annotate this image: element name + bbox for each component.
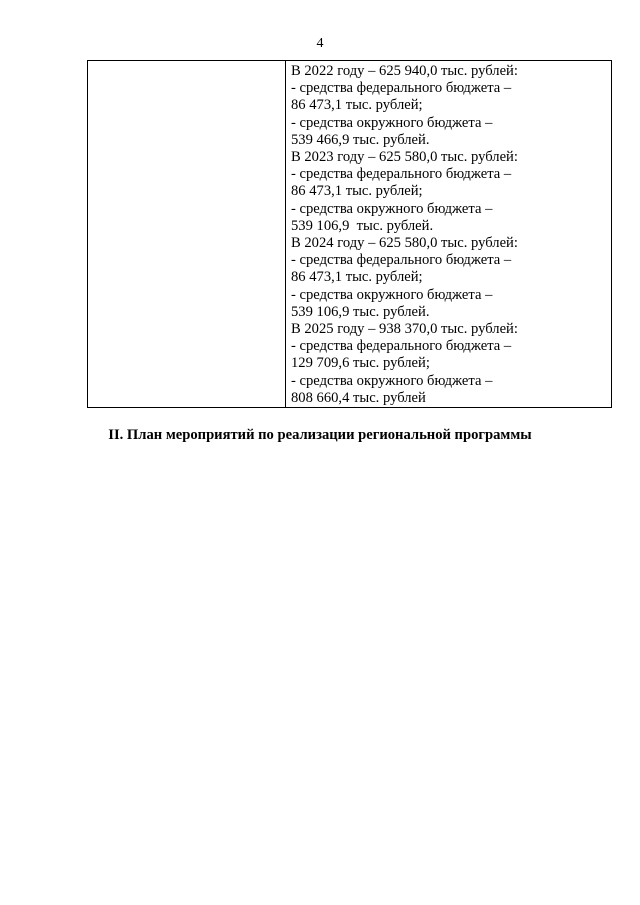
funding-line-2023-total: В 2023 году – 625 580,0 тыс. рублей: xyxy=(291,149,518,166)
funding-line-2022-federal-label: - средства федерального бюджета – xyxy=(291,80,512,97)
table-value-cell xyxy=(286,61,612,408)
funding-line-2022-district-amount: 539 466,9 тыс. рублей. xyxy=(291,131,430,148)
funding-line-2025-total: В 2025 году – 938 370,0 тыс. рублей: xyxy=(291,321,518,338)
funding-line-2023-federal-label: - средства федерального бюджета – xyxy=(291,166,512,183)
funding-line-2022-district-label: - средства окружного бюджета – xyxy=(291,114,493,131)
table-row xyxy=(88,61,612,408)
funding-line-2025-federal-amount: 129 709,6 тыс. рублей; xyxy=(291,355,430,372)
table-label-cell xyxy=(88,61,286,408)
funding-table xyxy=(87,60,612,408)
funding-line-2023-federal-amount: 86 473,1 тыс. рублей; xyxy=(291,183,423,200)
funding-line-2022-federal-amount: 86 473,1 тыс. рублей; xyxy=(291,97,423,114)
page-number: 4 xyxy=(316,36,324,51)
funding-line-2025-federal-label: - средства федерального бюджета – xyxy=(291,338,512,355)
funding-line-2024-district-amount: 539 106,9 тыс. рублей. xyxy=(291,303,430,320)
funding-line-2023-district-amount: 539 106,9 тыс. рублей. xyxy=(291,217,434,234)
funding-line-2023-district-label: - средства окружного бюджета – xyxy=(291,200,493,217)
funding-line-2025-district-label: - средства окружного бюджета – xyxy=(291,372,493,389)
section-heading: II. План мероприятий по реализации региональной программы xyxy=(108,427,532,443)
funding-line-2025-district-amount: 808 660,4 тыс. рублей xyxy=(291,389,426,406)
funding-line-2024-federal-amount: 86 473,1 тыс. рублей; xyxy=(291,269,423,286)
funding-line-2024-total: В 2024 году – 625 580,0 тыс. рублей: xyxy=(291,235,518,252)
funding-line-2024-federal-label: - средства федерального бюджета – xyxy=(291,252,512,269)
funding-line-2024-district-label: - средства окружного бюджета – xyxy=(291,286,493,303)
funding-line-2022-total: В 2022 году – 625 940,0 тыс. рублей: xyxy=(291,63,518,79)
